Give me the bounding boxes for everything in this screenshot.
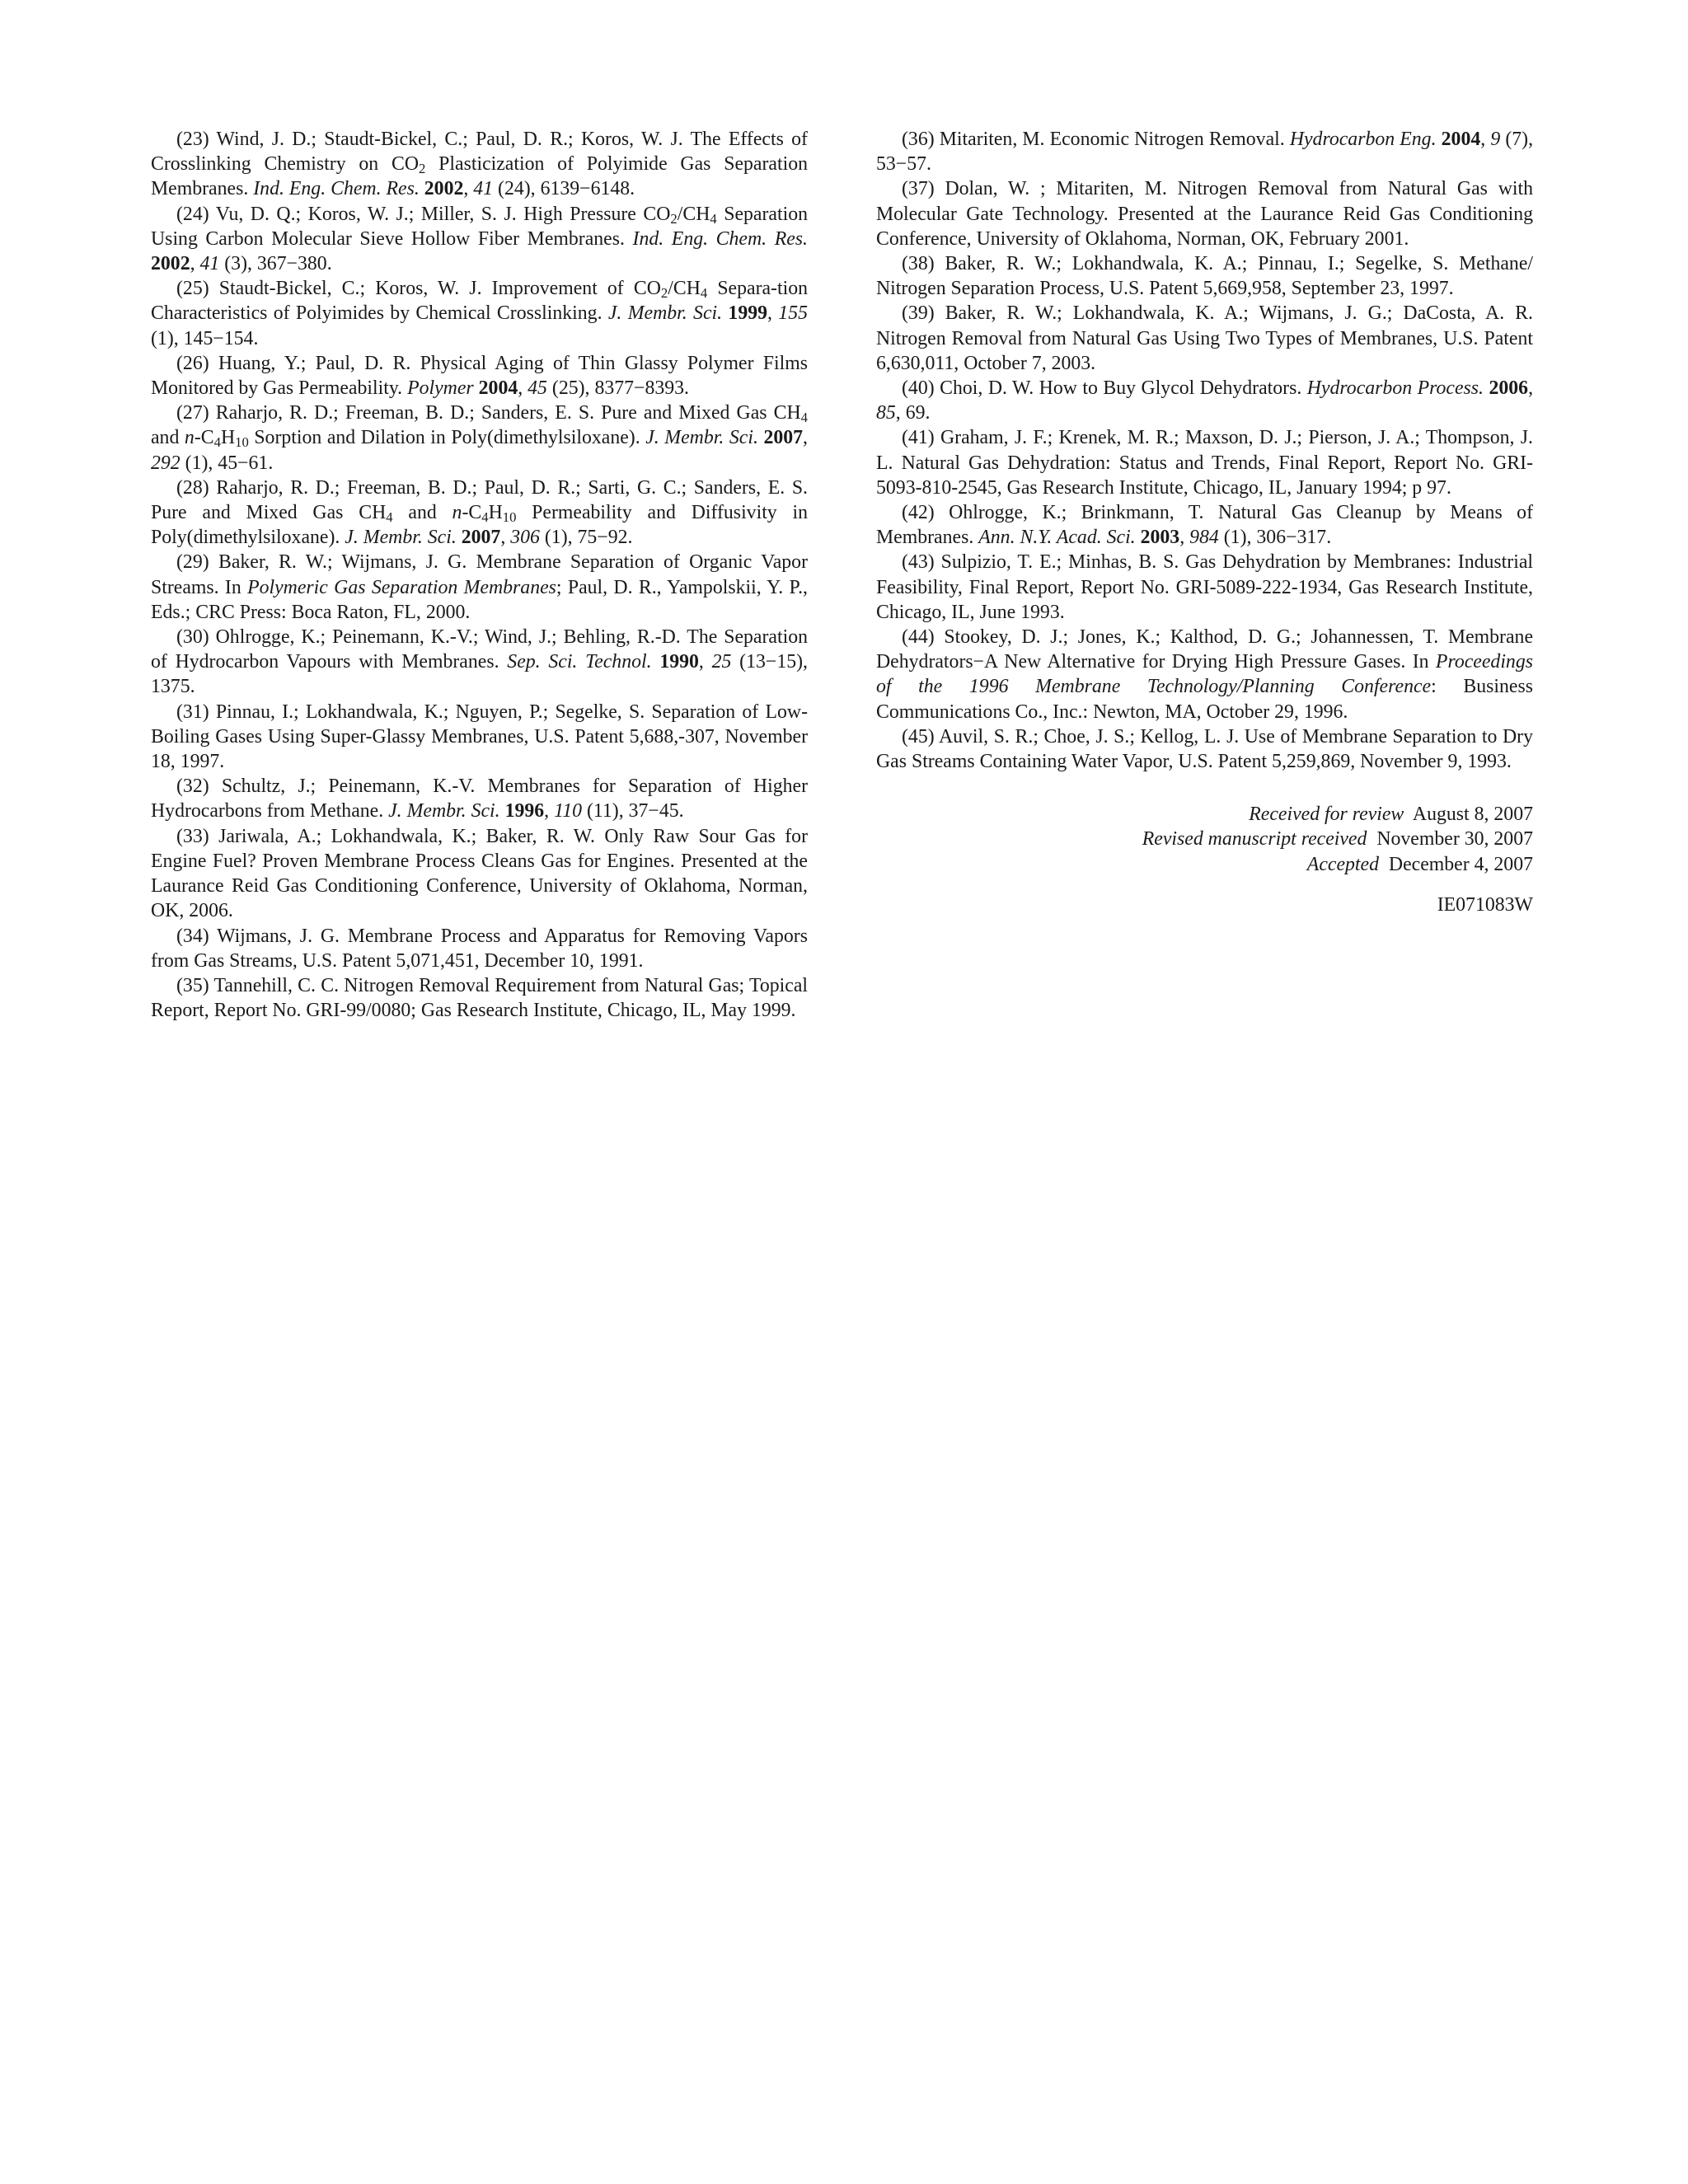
reference-text: 2007 [763, 427, 804, 449]
reference-number: (28) [176, 476, 209, 499]
reference-number: (25) [176, 278, 209, 300]
reference-text: Graham, J. F.; Krenek, M. R.; Maxson, D. J.; Pierson, J. A.; Thompson, J. L. Natural Gas Dehydration: Status and Trends, Final Report, Report No. GRI-5093-810-2545, Gas Research Institute, Chicago, IL, January 1994; p 97. [876, 427, 1533, 499]
reference-entry [151, 774, 808, 823]
reference-number: (30) [176, 626, 209, 649]
reference-text: and [392, 502, 452, 524]
reference-text: Raharjo, R. D.; Freeman, B. D.; Paul, D. R.; Sarti, G. C.; Sanders, E. S. Pure and Mixed Gas CH [151, 476, 809, 524]
reference-text: /CH [677, 203, 710, 225]
reference-text: Proceedings of the 1996 Membrane Technology/Planning Conference [876, 651, 1533, 698]
reference-text: 45 [528, 377, 547, 400]
references-right-list [876, 127, 1533, 774]
reference-entry [876, 550, 1533, 625]
reference-number: (23) [176, 129, 209, 150]
reference-text: ; Paul, D. R., Yampolskii, Y. P., Eds.; CRC Press: Boca Raton, FL, 2000. [151, 576, 808, 623]
reference-text: 41 [473, 178, 494, 200]
reference-text: 306 [510, 527, 540, 549]
reference-text: 41 [199, 253, 220, 275]
reference-text: 2006 [1489, 377, 1529, 400]
reference-text: and [151, 427, 185, 449]
reference-text: Separation Using Carbon Molecular Sieve Hollow Fiber Membranes. [151, 203, 808, 250]
reference-text: , [544, 800, 555, 823]
reference-text: 2 [670, 210, 678, 227]
reference-text: (13−15), 1375. [151, 651, 808, 698]
reference-text: (3), 367−380. [219, 253, 332, 275]
reference-text: 4 [800, 410, 808, 426]
reference-entry [151, 202, 808, 277]
reference-text: , [463, 178, 474, 200]
reference-text: J. Membr. Sci. [607, 302, 723, 325]
reference-text: Pinnau, I.; Lokhandwala, K.; Nguyen, P.; Segelke, S. Separation of Low-Boiling Gases Using Super-Glassy Membranes, U.S. Patent 5,688,-307, November 18, 1997. [151, 701, 808, 773]
reference-text: Ind. Eng. Chem. Res. [632, 227, 808, 250]
reference-text: 4 [386, 509, 393, 526]
reference-text: , [500, 527, 511, 549]
reference-text: Hydrocarbon Eng. [1289, 129, 1437, 150]
reference-number: (43) [902, 551, 935, 574]
reference-text: n [452, 502, 462, 524]
reference-text: 2 [660, 285, 668, 302]
reference-entry [876, 251, 1533, 301]
reference-entry [151, 700, 808, 775]
reference-number: (42) [902, 502, 935, 524]
reference-text: J. Membr. Sci. [388, 800, 500, 823]
received-date: August 8, 2007 [1412, 804, 1533, 826]
reference-number: (29) [176, 551, 209, 574]
reference-text: Baker, R. W.; Lokhandwala, K. A.; Wijmans, J. G.; DaCosta, A. R. Nitrogen Removal from Natural Gas Using Two Types of Membranes, U.S. Patent 6,630,011, October 7, 2003. [876, 302, 1534, 374]
reference-text: 2004 [478, 377, 518, 400]
manuscript-id: IE071083W [1437, 893, 1533, 916]
reference-entry [151, 824, 808, 924]
reference-text: -C [194, 427, 214, 449]
reference-number: (44) [902, 626, 935, 649]
reference-text: (11), 37−45. [582, 800, 684, 823]
reference-text: (1), 306−317. [1218, 527, 1332, 549]
reference-number: (27) [176, 402, 209, 424]
reference-text: 25 [711, 651, 732, 673]
reference-text: , [518, 377, 528, 400]
reference-text: Sep. Sci. Technol. [507, 651, 652, 673]
reference-text: 2003 [1140, 527, 1180, 549]
reference-text: 984 [1189, 527, 1219, 549]
reference-entry [876, 500, 1533, 550]
reference-entry [876, 127, 1533, 176]
reference-entry [876, 724, 1533, 774]
reference-text: (24), 6139−6148. [493, 178, 635, 200]
reference-text: Auvil, S. R.; Choe, J. S.; Kellog, L. J. Use of Membrane Separation to Dry Gas Streams Containing Water Vapor, U.S. Patent 5,259,869, November 9, 1993. [876, 725, 1533, 773]
reference-text: (1), 75−92. [539, 527, 633, 549]
reference-entry [151, 476, 808, 551]
reference-text: (1), 145−154. [151, 327, 259, 349]
reference-text: 4 [213, 434, 221, 451]
reference-number: (39) [902, 302, 935, 325]
reference-entry [151, 351, 808, 401]
reference-text: Plasticization of Polyimide Gas Separation Membranes. [151, 153, 809, 200]
reference-entry [876, 625, 1533, 724]
reference-text: n [184, 427, 195, 449]
reference-text: Baker, R. W.; Wijmans, J. G. Membrane Separation of Organic Vapor Streams. In [151, 551, 809, 598]
reference-text: Polymer [407, 377, 474, 400]
reference-text: : Business Communications Co., Inc.: Newton, MA, October 29, 1996. [876, 676, 1533, 723]
reference-number: (40) [902, 377, 935, 400]
manuscript-dates [876, 802, 1533, 877]
reference-text: Vu, D. Q.; Koros, W. J.; Miller, S. J. High Pressure CO [215, 203, 671, 225]
reference-number: (38) [902, 253, 935, 275]
reference-text: 110 [554, 800, 582, 823]
reference-entry [876, 376, 1533, 425]
reference-number: (31) [176, 701, 209, 723]
reference-text: 10 [235, 434, 249, 451]
reference-text: Ann. N.Y. Acad. Sci. [978, 527, 1136, 549]
reference-entry [151, 550, 808, 625]
reference-text: H [220, 427, 236, 449]
reference-text: 1999 [728, 302, 768, 325]
reference-text: Wijmans, J. G. Membrane Process and Apparatus for Removing Vapors from Gas Streams, U.S. Patent 5,071,451, December 10, 1991. [151, 925, 808, 972]
reference-entry [876, 176, 1533, 251]
reference-text: Huang, Y.; Paul, D. R. Physical Aging of Thin Glassy Polymer Films Monitored by Gas Permeability. [151, 352, 808, 400]
reference-text: Staudt-Bickel, C.; Koros, W. J. Improvement of CO [218, 278, 661, 300]
reference-text: Polymeric Gas Separation Membranes [247, 576, 556, 598]
reference-text: , 69. [895, 402, 931, 424]
reference-text: 2007 [461, 527, 501, 549]
reference-number: (45) [902, 725, 935, 748]
reference-number: (26) [176, 352, 209, 374]
reference-entry [151, 401, 808, 476]
reference-text: Jariwala, A.; Lokhandwala, K.; Baker, R. W. Only Raw Sour Gas for Engine Fuel? Proven Membrane Process Cleans Gas for Engines. Presented at the Laurance Reid Gas Conditioning Conference, University of Oklahoma, Norman, OK, 2006. [151, 825, 809, 922]
reference-text: 2002 [424, 178, 464, 200]
reference-text: , [767, 302, 779, 325]
reference-text: 1996 [504, 800, 545, 823]
reference-text: J. Membr. Sci. [645, 427, 758, 449]
reference-text: 2004 [1441, 129, 1481, 150]
reference-text: , [698, 651, 712, 673]
reference-text: 10 [502, 509, 517, 526]
reference-text: Stookey, D. J.; Jones, K.; Kalthod, D. G.; Johannessen, T. Membrane Dehydrators−A New Alternative for Drying High Pressure Gases. In [876, 626, 1534, 673]
reference-text: (7), 53−57. [876, 129, 1534, 176]
accepted-label: Accepted [1306, 853, 1379, 875]
reference-number: (36) [902, 129, 935, 150]
reference-entry [151, 276, 808, 351]
reference-text: Schultz, J.; Peinemann, K.-V. Membranes for Separation of Higher Hydrocarbons from Methane. [151, 776, 809, 823]
reference-text: Ind. Eng. Chem. Res. [253, 178, 420, 200]
revised-line [876, 827, 1533, 851]
reference-number: (35) [176, 974, 209, 996]
reference-text: Raharjo, R. D.; Freeman, B. D.; Sanders, E. S. Pure and Mixed Gas CH [215, 402, 801, 424]
reference-text: 85 [876, 402, 896, 424]
reference-text: 4 [700, 285, 708, 302]
reference-text: Ohlrogge, K.; Brinkmann, T. Natural Gas Cleanup by Means of Membranes. [876, 502, 1533, 549]
reference-entry [876, 301, 1533, 376]
revised-date: November 30, 2007 [1376, 828, 1533, 851]
reference-text: Permeability and Diffusivity in Poly(dimethylsiloxane). [151, 502, 808, 549]
revised-label: Revised manuscript received [1142, 828, 1367, 851]
received-line [876, 802, 1533, 827]
reference-text: 1990 [659, 651, 699, 673]
reference-text: J. Membr. Sci. [345, 527, 457, 549]
reference-text: , [190, 253, 200, 275]
reference-number: (34) [176, 925, 209, 947]
reference-number: (24) [176, 203, 209, 225]
reference-text: 2002 [151, 253, 190, 275]
reference-number: (41) [902, 427, 935, 449]
reference-text: , [1480, 129, 1491, 150]
reference-entry [876, 425, 1533, 500]
reference-number: (37) [902, 178, 935, 200]
reference-number: (33) [176, 825, 209, 847]
reference-text: /CH [668, 278, 701, 300]
reference-text: 4 [710, 210, 717, 227]
received-label: Received for review [1249, 804, 1404, 826]
reference-text: (25), 8377−8393. [546, 377, 690, 400]
reference-entry [151, 625, 808, 700]
reference-entry [151, 924, 808, 973]
reference-text: Sorption and Dilation in Poly(dimethylsiloxane). [248, 427, 646, 449]
reference-text: 2 [419, 161, 426, 177]
reference-text: Wind, J. D.; Staudt-Bickel, C.; Paul, D. R.; Koros, W. J. The Effects of Crosslinking Chemistry on CO [151, 129, 808, 176]
reference-text: Dolan, W. ; Mitariten, M. Nitrogen Removal from Natural Gas with Molecular Gate Technology. Presented at the Laurance Reid Gas Conditioning Conference, University of Oklahoma, Norman, OK, February 2001. [876, 178, 1533, 250]
reference-text: Ohlrogge, K.; Peinemann, K.-V.; Wind, J.; Behling, R.-D. The Separation of Hydrocarbon Vapours with Membranes. [151, 626, 809, 673]
reference-text: Choi, D. W. How to Buy Glycol Dehydrators. [940, 377, 1307, 400]
reference-text: , [1179, 527, 1190, 549]
reference-text: , [803, 427, 808, 449]
reference-text: 155 [778, 302, 808, 325]
reference-text: 4 [481, 509, 489, 526]
reference-text: , [1528, 377, 1534, 400]
reference-text: Hydrocarbon Process. [1306, 377, 1484, 400]
reference-text: Sulpizio, T. E.; Minhas, B. S. Gas Dehydration by Membranes: Industrial Feasibility, Final Report, Report No. GRI-5089-222-1934, Gas Research Institute, Chicago, IL, June 1993. [876, 551, 1534, 623]
references-right-column [876, 127, 1533, 917]
accepted-line [876, 852, 1533, 877]
reference-text: 292 [151, 452, 181, 474]
reference-text: 9 [1490, 129, 1501, 150]
reference-text: -C [462, 502, 482, 524]
reference-text [652, 651, 660, 673]
reference-text: Tannehill, C. C. Nitrogen Removal Requirement from Natural Gas; Topical Report, Report No. GRI-99/0080; Gas Research Institute, Chicago, IL, May 1999. [151, 974, 808, 1022]
reference-entry [151, 127, 808, 202]
references-left-column [151, 127, 808, 1023]
accepted-date: December 4, 2007 [1388, 853, 1533, 875]
reference-text: (1), 45−61. [180, 452, 274, 474]
reference-entry [151, 973, 808, 1023]
reference-number: (32) [176, 776, 209, 798]
reference-text: H [488, 502, 503, 524]
reference-text: Mitariten, M. Economic Nitrogen Removal. [939, 129, 1290, 150]
reference-text: Baker, R. W.; Lokhandwala, K. A.; Pinnau, I.; Segelke, S. Methane/ Nitrogen Separation Process, U.S. Patent 5,669,958, September 23, 1997. [876, 253, 1533, 300]
reference-text: Separa-tion Characteristics of Polyimides by Chemical Crosslinking. [151, 278, 809, 325]
